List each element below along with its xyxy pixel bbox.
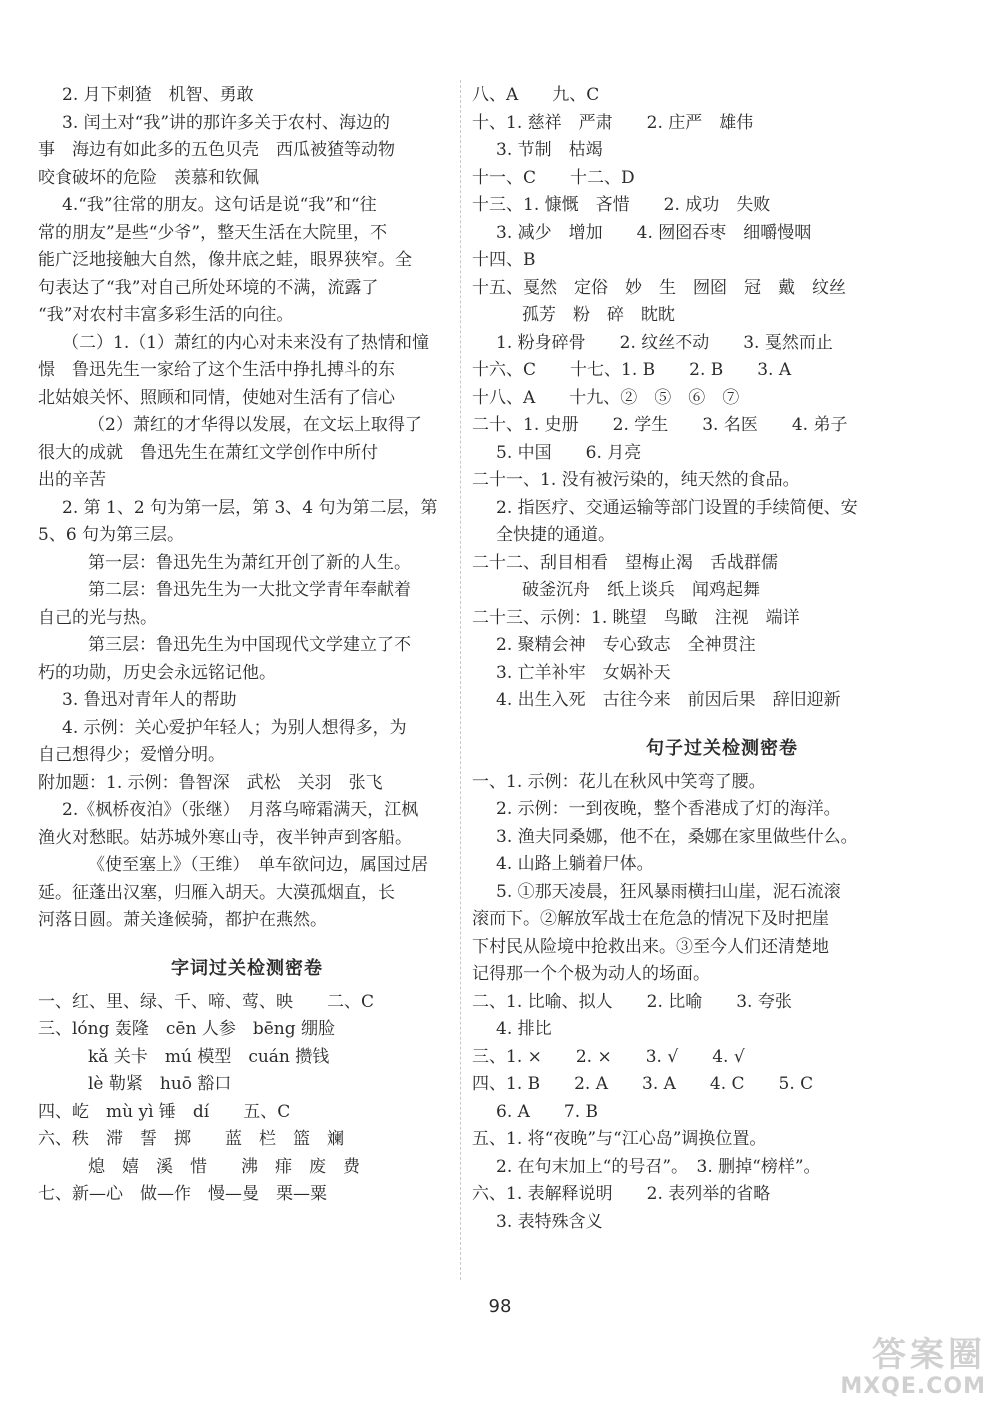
answer-line: 记得那一个个极为动人的场面。 bbox=[472, 964, 710, 984]
answer-line: 5、6 句为第三层。 bbox=[38, 525, 185, 545]
answer-line: 五、1. 将“夜晚”与“江心岛”调换位置。 bbox=[472, 1129, 767, 1149]
answer-line: 2. 月下刺猹 机智、勇敢 bbox=[62, 85, 254, 105]
section-heading: 句子过关检测密卷 bbox=[646, 737, 798, 759]
answer-line: 朽的功勋，历史会永远铭记他。 bbox=[38, 662, 276, 683]
answer-line: 4. 出生入死 古往今来 前因后果 辞旧迎新 bbox=[496, 690, 841, 710]
answer-line: 4. 山路上躺着尸体。 bbox=[496, 854, 654, 874]
answer-line: 四、屹 mù yì 锤 dí 五、C bbox=[38, 1101, 291, 1122]
answer-line: 5. ①那天凌晨，狂风暴雨横扫山崖，泥石流滚 bbox=[496, 881, 841, 902]
left-column bbox=[38, 82, 456, 1209]
answer-line: 3. 减少 增加 4. 囫囵吞枣 细嚼慢咽 bbox=[496, 222, 812, 243]
answer-line: 孤芳 粉 碎 眈眈 bbox=[522, 305, 675, 325]
answer-line: 十、1. 慈祥 严肃 2. 庄严 雄伟 bbox=[472, 112, 754, 133]
answer-line: 全快捷的通道。 bbox=[496, 525, 615, 545]
answer-line: 十一、C 十二、D bbox=[472, 167, 635, 188]
answer-line: 滚而下。②解放军战士在危急的情况下及时把崖 bbox=[472, 909, 829, 929]
answer-line: 七、新—心 做—作 慢—曼 栗—粟 bbox=[38, 1184, 327, 1204]
answer-line: （2）萧红的才华得以发展，在文坛上取得了 bbox=[88, 415, 422, 435]
answer-line: 一、1. 示例：花儿在秋风中笑弯了腰。 bbox=[472, 771, 766, 792]
answer-line: 3. 节制 枯竭 bbox=[496, 140, 603, 160]
watermark-text: 答案圈 bbox=[872, 1335, 986, 1375]
answer-line: 一、红、里、绿、千、啼、莺、映 二、C bbox=[38, 991, 375, 1012]
answer-line: 事 海边有如此多的五色贝壳 西瓜被猹等动物 bbox=[38, 140, 395, 160]
answer-line: 常的朋友”是些“少爷”，整天生活在大院里，不 bbox=[38, 222, 388, 243]
answer-line: 第二层：鲁迅先生为一大批文学青年奉献着 bbox=[88, 580, 411, 600]
answer-line: 八、A 九、C bbox=[472, 85, 600, 105]
answer-line: “我”对农村丰富多彩生活的向往。 bbox=[38, 305, 294, 325]
answer-line: 2. 示例：一到夜晚，整个香港成了灯的海洋。 bbox=[496, 799, 841, 819]
answer-line: 咬食破坏的危险 羡慕和钦佩 bbox=[38, 167, 259, 188]
answer-line: 二十、1. 史册 2. 学生 3. 名医 4. 弟子 bbox=[472, 415, 848, 435]
answer-line: 2. 在句末加上“的号召”。 3. 删掉“榜样”。 bbox=[496, 1156, 821, 1177]
answer-line: 句表达了“我”对自己所处环境的不满，流露了 bbox=[38, 277, 379, 298]
answer-line: 2. 指医疗、交通运输等部门设置的手续简便、安 bbox=[496, 497, 858, 518]
page-number: 98 bbox=[488, 1296, 512, 1317]
answer-line: 5. 中国 6. 月亮 bbox=[496, 442, 642, 463]
answer-line: lè 勒紧 huō 豁口 bbox=[88, 1074, 232, 1094]
answer-line: 2. 第 1、2 句为第一层，第 3、4 句为第二层，第 bbox=[62, 497, 438, 518]
answer-line: 4.“我”往常的朋友。这句话是说“我”和“往 bbox=[62, 195, 377, 215]
answer-line: 很大的成就 鲁迅先生在萧红文学创作中所付 bbox=[38, 442, 378, 463]
answer-line: 二十三、示例：1. 眺望 鸟瞰 注视 端详 bbox=[472, 607, 800, 628]
answer-line: 二十二、刮目相看 望梅止渴 舌战群儒 bbox=[472, 552, 778, 573]
answer-line: 二、1. 比喻、拟人 2. 比喻 3. 夸张 bbox=[472, 991, 792, 1012]
answer-line: 3. 闰土对“我”讲的那许多关于农村、海边的 bbox=[62, 112, 391, 133]
answer-line: 第三层：鲁迅先生为中国现代文学建立了不 bbox=[88, 635, 411, 655]
answer-line: 1. 粉身碎骨 2. 纹丝不动 3. 戛然而止 bbox=[496, 332, 833, 353]
answer-line: 6. A 7. B bbox=[496, 1101, 599, 1122]
answer-line: kǎ 关卡 mú 模型 cuán 攒钱 bbox=[88, 1046, 330, 1067]
answer-line: 自己想得少；爱憎分明。 bbox=[38, 745, 225, 765]
watermark-url: MXQE.COM bbox=[840, 1374, 986, 1399]
answer-line: 下村民从险境中抢救出来。③至今人们还清楚地 bbox=[472, 936, 829, 957]
answer-line: 能广泛地接触大自然，像井底之蛙，眼界狭窄。全 bbox=[38, 250, 412, 270]
answer-line: 二十一、1. 没有被污染的，纯天然的食品。 bbox=[472, 470, 800, 490]
answer-line: 渔火对愁眠。姑苏城外寒山寺，夜半钟声到客船。 bbox=[38, 827, 412, 848]
watermark-logo bbox=[756, 1336, 986, 1406]
answer-line: 3. 渔夫同桑娜，他不在，桑娜在家里做些什么。 bbox=[496, 826, 858, 847]
answer-line: 《使至塞上》（王维） 单车欲问边，属国过居 bbox=[88, 855, 428, 875]
section-heading: 字词过关检测密卷 bbox=[171, 957, 323, 979]
answer-line: 3. 鲁迅对青年人的帮助 bbox=[62, 690, 237, 710]
answer-line: 2.《枫桥夜泊》（张继） 月落乌啼霜满天，江枫 bbox=[62, 800, 419, 820]
answer-line: 十三、1. 慷慨 吝惜 2. 成功 失败 bbox=[472, 195, 771, 215]
answer-line: 三、lóng 轰隆 cēn 人参 bēng 绷脸 bbox=[38, 1019, 336, 1039]
answer-line: 三、1. × 2. × 3. √ 4. √ bbox=[472, 1046, 745, 1067]
answer-line: 熄 嬉 溪 惜 沸 痱 废 费 bbox=[88, 1156, 360, 1177]
answer-line: 憬 鲁迅先生一家给了这个生活中挣扎搏斗的东 bbox=[38, 360, 395, 380]
answer-line: 3. 亡羊补牢 女娲补天 bbox=[496, 662, 671, 683]
answer-line: 4. 排比 bbox=[496, 1019, 552, 1039]
answer-line: 2. 聚精会神 专心致志 全神贯注 bbox=[496, 635, 756, 655]
answer-line: 4. 示例：关心爱护年轻人；为别人想得多，为 bbox=[62, 717, 407, 738]
answer-line: （二）1.（1）萧红的内心对未来没有了热情和憧 bbox=[62, 332, 430, 353]
answer-line: 出的辛苦 bbox=[38, 470, 106, 490]
answer-line: 自己的光与热。 bbox=[38, 607, 157, 628]
answer-line: 河落日圆。萧关逢候骑，都护在燕然。 bbox=[38, 910, 327, 930]
answer-line: 六、秩 滞 誓 掷 蓝 栏 篮 斓 bbox=[38, 1129, 344, 1149]
answer-line: 破釜沉舟 纸上谈兵 闻鸡起舞 bbox=[522, 580, 760, 600]
answer-line: 附加题：1. 示例：鲁智深 武松 关羽 张飞 bbox=[38, 772, 383, 793]
answer-line: 延。征蓬出汉塞，归雁入胡天。大漠孤烟直，长 bbox=[38, 882, 395, 903]
column-divider bbox=[460, 80, 461, 1280]
answer-line: 第一层：鲁迅先生为萧红开创了新的人生。 bbox=[88, 552, 411, 573]
answer-line: 十六、C 十七、1. B 2. B 3. A bbox=[472, 360, 792, 380]
answer-line: 3. 表特殊含义 bbox=[496, 1211, 603, 1232]
answer-line: 十八、A 十九、② ⑤ ⑥ ⑦ bbox=[472, 387, 740, 408]
answer-line: 十五、戛然 定俗 妙 生 囫囵 冠 戴 纹丝 bbox=[472, 277, 846, 298]
right-column bbox=[472, 82, 972, 1236]
answer-line: 北姑娘关怀、照顾和同情，使她对生活有了信心 bbox=[38, 387, 395, 408]
answer-line: 十四、B bbox=[472, 250, 536, 270]
answer-line: 六、1. 表解释说明 2. 表列举的省略 bbox=[472, 1184, 771, 1204]
answer-line: 四、1. B 2. A 3. A 4. C 5. C bbox=[472, 1074, 814, 1094]
